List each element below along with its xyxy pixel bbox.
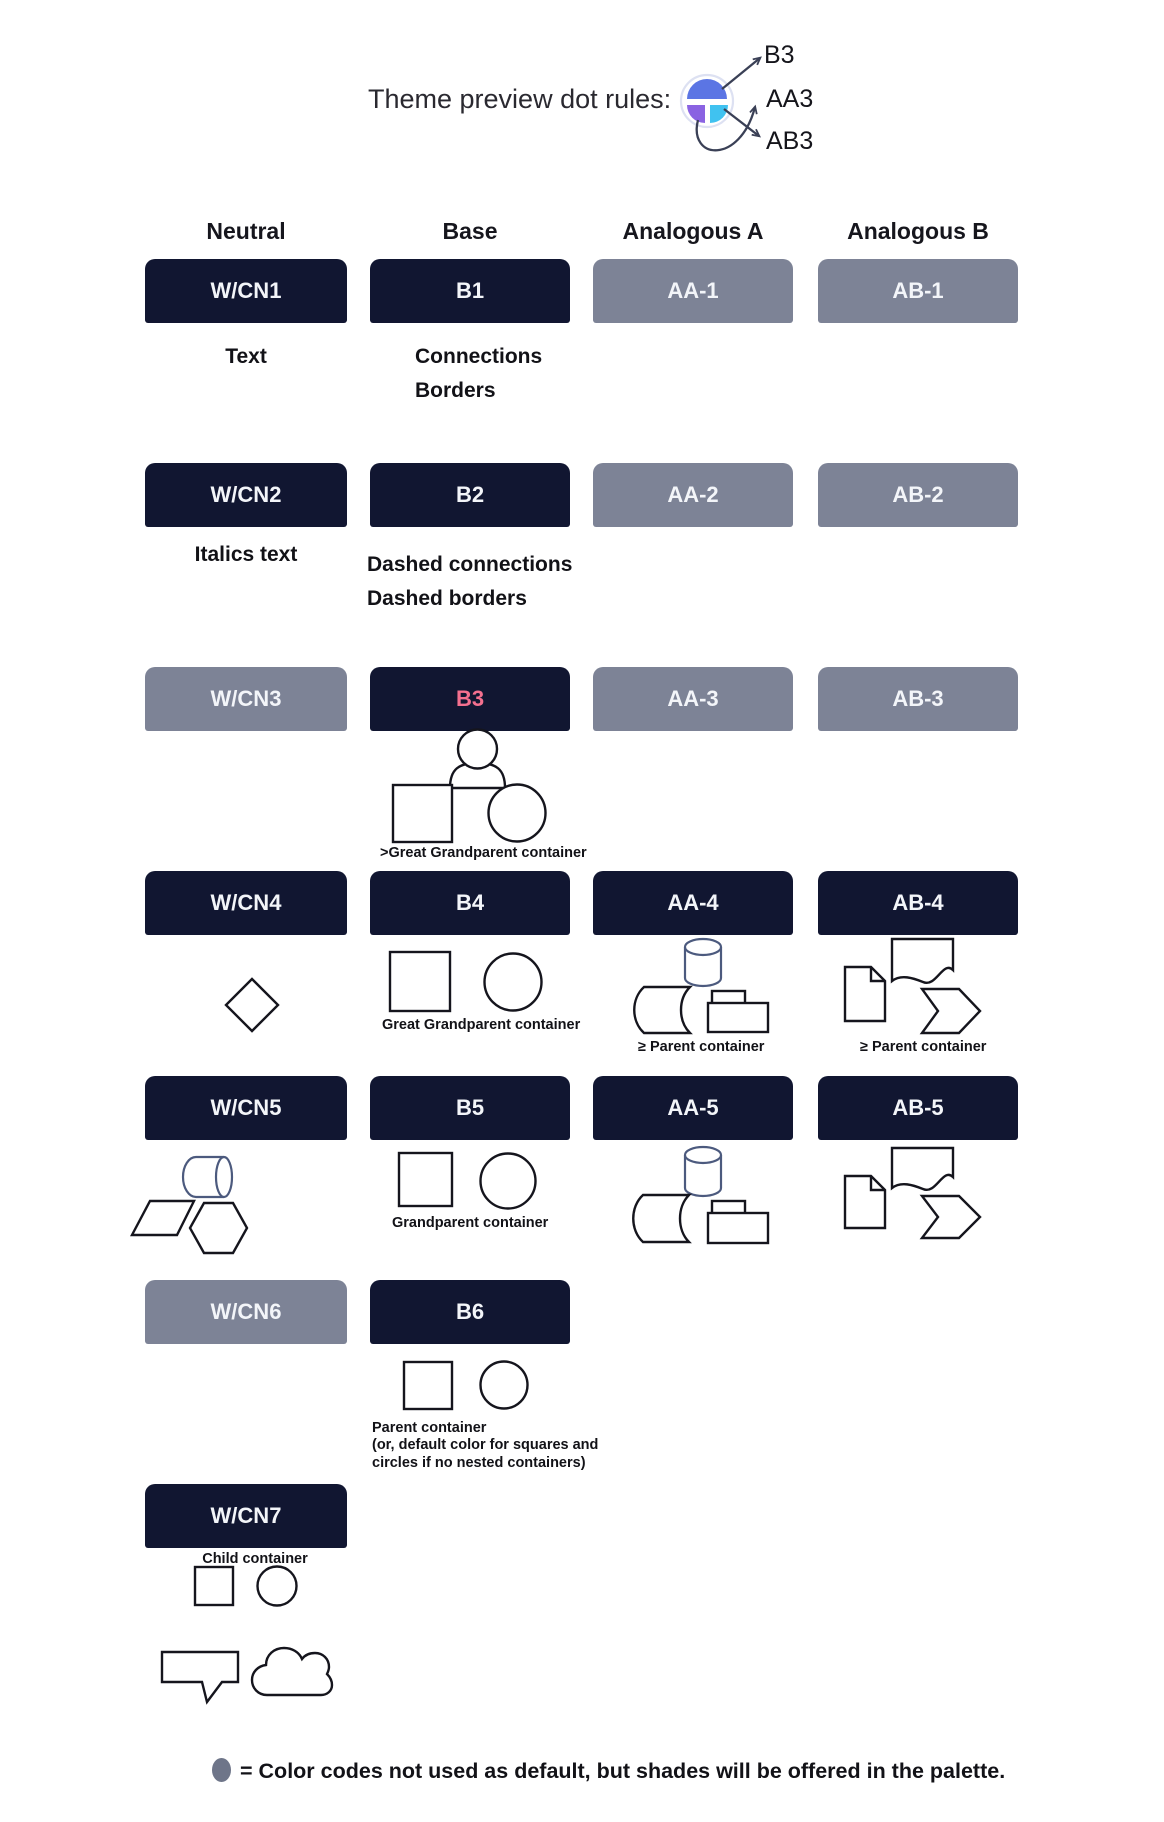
circle-icon: [486, 782, 548, 844]
square-icon: [402, 1360, 454, 1411]
dot-rule-label-b3: B3: [764, 41, 795, 69]
column-header-neutral: Neutral: [206, 218, 286, 244]
arrow-to-b3: [722, 58, 760, 89]
note-b4-container: Great Grandparent container: [382, 1017, 581, 1033]
swatch-wcn4: W/CN4: [145, 871, 347, 935]
note-b6-detail-1: (or, default color for squares and: [372, 1437, 599, 1453]
speech-bubble-icon: [160, 1650, 242, 1708]
legend-text: = Color codes not used as default, but shades will be offered in the palette.: [240, 1759, 1006, 1783]
square-icon: [193, 1565, 235, 1607]
swatch-aa1: AA-1: [593, 259, 793, 323]
note-b6-container: Parent container: [372, 1420, 487, 1436]
wavy-document-icon: [888, 1145, 957, 1195]
hexagon-icon: [186, 1199, 252, 1257]
swatch-b6: B6: [370, 1280, 570, 1344]
note-ab4-container: ≥ Parent container: [860, 1039, 987, 1055]
theme-dot-icon: [650, 25, 775, 175]
swatch-wcn3: W/CN3: [145, 667, 347, 731]
swatch-ab5: AB-5: [818, 1076, 1018, 1140]
dot-rule-label-ab3: AB3: [766, 127, 814, 155]
note-aa4-container: ≥ Parent container: [638, 1039, 765, 1055]
chevron-icon: [919, 986, 984, 1036]
diamond-icon: [224, 977, 280, 1033]
square-icon: [397, 1151, 455, 1209]
stored-data-icon: [627, 1193, 693, 1244]
cylinder-icon: [682, 937, 724, 988]
note-b6-detail-2: circles if no nested containers): [372, 1455, 586, 1471]
wavy-document-icon: [888, 936, 957, 988]
swatch-b5: B5: [370, 1076, 570, 1140]
swatch-wcn1: W/CN1: [145, 259, 347, 323]
dot-segment-top: [687, 79, 727, 99]
swatch-aa2: AA-2: [593, 463, 793, 527]
swatch-wcn5: W/CN5: [145, 1076, 347, 1140]
swatch-b4: B4: [370, 871, 570, 935]
note-italics-text: Italics text: [194, 543, 298, 566]
folder-icon: [706, 989, 770, 1034]
column-header-analogous-b: Analogous B: [847, 218, 989, 244]
stored-data-icon: [628, 985, 694, 1035]
swatch-wcn6: W/CN6: [145, 1280, 347, 1344]
document-icon: [841, 964, 889, 1024]
cylinder-icon: [682, 1145, 724, 1198]
folder-icon: [706, 1199, 770, 1245]
note-b5-container: Grandparent container: [392, 1215, 549, 1231]
circle-icon: [478, 1359, 530, 1411]
dot-rule-label-aa3: AA3: [766, 85, 814, 113]
note-wcn7-container: Child container: [202, 1551, 308, 1567]
horizontal-cylinder-icon: [179, 1154, 235, 1200]
circle-icon: [255, 1564, 299, 1608]
note-connections: Connections: [415, 345, 543, 368]
swatch-ab3: AB-3: [818, 667, 1018, 731]
note-text: Text: [225, 345, 267, 368]
cloud-icon: [250, 1640, 334, 1699]
swatch-b3: B3: [370, 667, 570, 731]
column-header-base: Base: [442, 218, 498, 244]
swatch-aa4: AA-4: [593, 871, 793, 935]
circle-icon: [482, 951, 544, 1013]
swatch-b2: B2: [370, 463, 570, 527]
swatch-ab2: AB-2: [818, 463, 1018, 527]
square-icon: [391, 783, 454, 844]
circle-icon: [478, 1151, 538, 1211]
note-borders: Borders: [415, 379, 496, 402]
swatch-aa5: AA-5: [593, 1076, 793, 1140]
document-icon: [841, 1173, 889, 1231]
note-dashed-borders: Dashed borders: [367, 587, 527, 610]
swatch-b1: B1: [370, 259, 570, 323]
page-title: Theme preview dot rules:: [368, 84, 672, 114]
square-icon: [388, 950, 452, 1013]
note-dashed-connections: Dashed connections: [367, 553, 573, 576]
swatch-wcn7: W/CN7: [145, 1484, 347, 1548]
swatch-aa3: AA-3: [593, 667, 793, 731]
swatch-ab4: AB-4: [818, 871, 1018, 935]
chevron-icon: [919, 1193, 984, 1241]
column-header-analogous-a: Analogous A: [622, 218, 764, 244]
swatch-wcn2: W/CN2: [145, 463, 347, 527]
swatch-ab1: AB-1: [818, 259, 1018, 323]
legend-dot-icon: [212, 1758, 231, 1782]
note-b3-container: >Great Grandparent container: [380, 845, 587, 861]
